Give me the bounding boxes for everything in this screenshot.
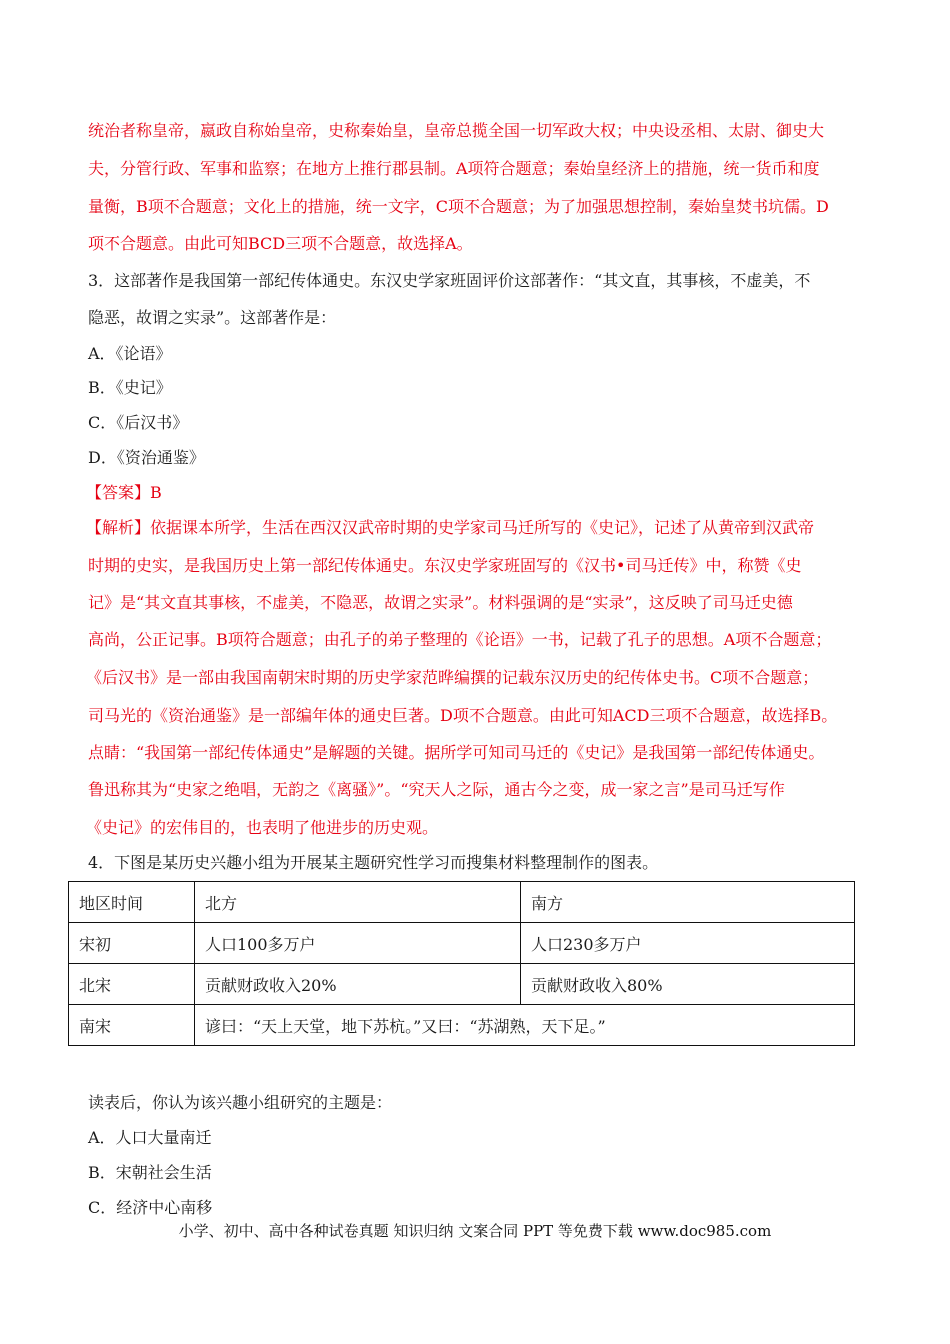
question-text: 读表后，你认为该兴趣小组研究的主题是：: [88, 1093, 393, 1112]
answer-label: 【答案】B: [86, 483, 162, 502]
analysis-line: 记》是“其文直其事核，不虚美，不隐恶，故谓之实录”。材料强调的是“实录”，这反映了司马迁史德: [88, 593, 793, 612]
option-a: A．《论语》: [88, 344, 172, 363]
option-b: B．宋朝社会生活: [88, 1163, 212, 1182]
data-table: [68, 881, 855, 1046]
table-cell: 贡献财政收入20%: [195, 964, 521, 1005]
analysis-line: 夫，分管行政、军事和监察；在地方上推行郡县制。A项符合题意；秦始皇经济上的措施，统一货币和度: [88, 159, 820, 178]
page-footer: 小学、初中、高中各种试卷真题 知识归纳 文案合同 PPT 等免费下载 www.doc985.com: [178, 1222, 772, 1240]
table-row: [69, 1005, 855, 1046]
table-cell: 人口230多万户: [521, 923, 855, 964]
table-cell: 人口100多万户: [195, 923, 521, 964]
option-d: D．《资治通鉴》: [88, 448, 205, 467]
question-stem: 3．这部著作是我国第一部纪传体通史。东汉史学家班固评价这部著作：“其文直，其事核，不虚美，不: [88, 271, 811, 290]
table-header-row: [69, 882, 855, 923]
analysis-line: 《后汉书》是一部由我国南朝宋时期的历史学家范晔编撰的记载东汉历史的纪传体史书。C项不合题意；: [86, 668, 819, 687]
analysis-line: 量衡，B项不合题意；文化上的措施，统一文字，C项不合题意；为了加强思想控制，秦始皇焚书坑儒。D: [88, 197, 829, 216]
table-row: [69, 923, 855, 964]
table-cell: 北方: [195, 882, 521, 923]
comment-line: 鲁迅称其为“史家之绝唱，无韵之《离骚》”。“究天人之际，通古今之变，成一家之言”是司马迁写作: [88, 780, 785, 799]
question-stem: 4．下图是某历史兴趣小组为开展某主题研究性学习而搜集材料整理制作的图表。: [88, 853, 659, 872]
analysis-line: 统治者称皇帝，嬴政自称始皇帝，史称秦始皇，皇帝总揽全国一切军政大权；中央设丞相、太尉、御史大: [88, 121, 825, 140]
analysis-line: 司马光的《资治通鉴》是一部编年体的通史巨著。D项不合题意。由此可知ACD三项不合题意，故选择B。: [88, 706, 838, 725]
analysis-line: 项不合题意。由此可知BCD三项不合题意，故选择A。: [88, 234, 473, 253]
option-c: C．《后汉书》: [88, 413, 189, 432]
comment-line: 《史记》的宏伟目的，也表明了他进步的历史观。: [86, 818, 439, 837]
table-cell: 地区时间: [69, 882, 195, 923]
option-c: C．经济中心南移: [88, 1198, 213, 1217]
analysis-line: 【解析】依据课本所学，生活在西汉汉武帝时期的史学家司马迁所写的《史记》，记述了从黄帝到汉武帝: [86, 518, 815, 537]
table-cell: 南宋: [69, 1005, 195, 1046]
table-cell: 贡献财政收入80%: [521, 964, 855, 1005]
table-cell: 南方: [521, 882, 855, 923]
table-cell: 宋初: [69, 923, 195, 964]
table-cell: 谚曰：“天上天堂，地下苏杭。”又曰：“苏湖熟，天下足。”: [195, 1005, 855, 1046]
table-row: [69, 964, 855, 1005]
option-b: B．《史记》: [88, 378, 172, 397]
table-cell: 北宋: [69, 964, 195, 1005]
analysis-line: 高尚，公正记事。B项符合题意；由孔子的弟子整理的《论语》一书，记载了孔子的思想。A项不合题意；: [88, 630, 832, 649]
option-a: A．人口大量南迁: [88, 1128, 212, 1147]
question-stem: 隐恶，故谓之实录”。这部著作是：: [88, 308, 337, 327]
comment-line: 点睛：“我国第一部纪传体通史”是解题的关键。据所学可知司马迁的《史记》是我国第一部纪传体通史。: [88, 743, 825, 762]
analysis-line: 时期的史实，是我国历史上第一部纪传体通史。东汉史学家班固写的《汉书•司马迁传》中，称赞《史: [88, 556, 802, 575]
